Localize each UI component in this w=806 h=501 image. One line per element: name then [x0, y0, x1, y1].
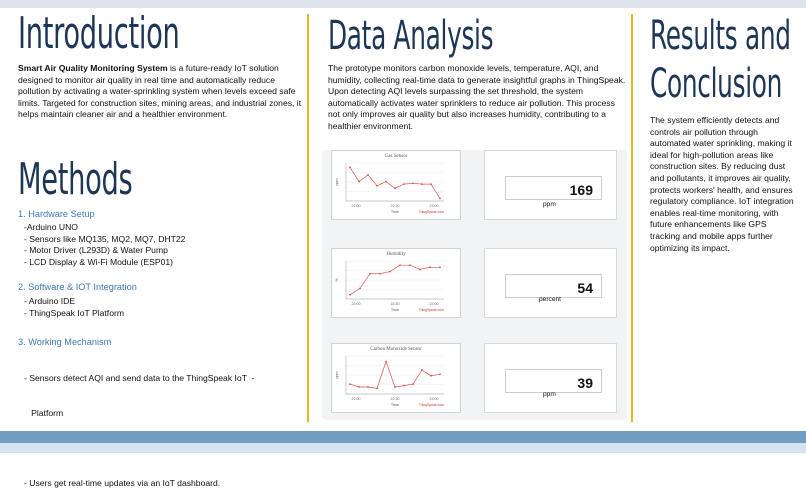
x-tick-label: 23:00: [429, 302, 439, 306]
data-point: [421, 183, 423, 185]
methods-title: Methods: [18, 154, 133, 205]
x-tick-label: 22:00: [351, 204, 361, 208]
humidity-chart: [331, 248, 461, 318]
results-title-line2: Conclusion: [650, 61, 783, 107]
x-tick-label: 22:30: [390, 397, 400, 401]
data-point: [399, 264, 401, 266]
hardware-item: - Motor Driver (L293D) & Water Pump: [24, 245, 168, 256]
data-point: [389, 271, 391, 273]
data-point: [439, 198, 441, 200]
x-tick-label: 22:30: [390, 302, 400, 306]
software-item: - Arduino IDE: [24, 296, 76, 306]
software-item: - ThingSpeak IoT Platform: [24, 307, 124, 318]
series-line: [350, 167, 440, 198]
data-point: [369, 273, 371, 275]
bottom-band: [0, 431, 806, 443]
chart-plot: [332, 249, 460, 317]
co-sensor-chart: [331, 343, 461, 413]
chart-title: Gas Sensor: [384, 154, 408, 159]
data-point: [376, 185, 378, 187]
software-list: [24, 296, 124, 319]
data-point: [421, 369, 423, 371]
intro-body: is a future-ready IoT solution designed to monitor air quality in real time and automatically reduce pollution by activating a water-sprinkling system when levels exceed safe limits. Targeted for construction sites, mining areas, and industrial zones, it helps maintain cleaner air and a healthier environment.: [18, 63, 302, 120]
data-point: [349, 383, 351, 385]
hardware-heading: 1. Hardware Setup: [18, 209, 95, 219]
value-box: [505, 176, 602, 200]
chart-footer: ThingSpeak.com: [418, 210, 444, 214]
top-band: [0, 0, 806, 8]
bottom-band-light: [0, 443, 806, 453]
widget-unit: ppm: [543, 201, 556, 208]
x-tick-label: 22:00: [351, 302, 361, 306]
x-axis-label: Time: [390, 210, 400, 214]
chart-footer: ThingSpeak.com: [418, 308, 444, 312]
intro-title: Introduction: [18, 8, 180, 59]
working-heading: 3. Working Mechanism: [18, 337, 112, 347]
chart-title: Humidity: [386, 252, 406, 257]
widget-value: 54: [577, 280, 593, 296]
working-list: [24, 350, 254, 501]
widget-unit: percent: [539, 296, 561, 303]
chart-plot: [332, 344, 460, 412]
data-point: [358, 386, 360, 388]
co-value-widget: [484, 343, 617, 413]
y-axis-label: ppm: [335, 371, 339, 379]
value-box: [505, 369, 602, 393]
data-point: [412, 383, 414, 385]
divider-left: [307, 14, 309, 422]
x-tick-label: 22:00: [351, 397, 361, 401]
data-point: [409, 264, 411, 266]
data-point: [349, 166, 351, 168]
analysis-title: Data Analysis: [328, 13, 494, 59]
data-point: [439, 266, 441, 268]
data-point: [379, 273, 381, 275]
hardware-list: [24, 222, 185, 268]
results-title: [650, 12, 791, 108]
data-point: [394, 386, 396, 388]
value-box: [505, 274, 602, 298]
data-point: [385, 181, 387, 183]
y-axis-label: %: [335, 278, 339, 282]
data-point: [394, 187, 396, 189]
data-point: [403, 183, 405, 185]
widget-value: 169: [569, 182, 593, 198]
data-point: [358, 181, 360, 183]
data-point: [385, 361, 387, 363]
widget-unit: ppm: [543, 391, 556, 398]
working-item: - Users get real-time updates via an IoT dashboard.: [24, 477, 221, 488]
gas-value-widget: [484, 150, 617, 220]
x-axis-label: Time: [390, 403, 400, 407]
data-point: [430, 375, 432, 377]
results-title-line1: Results and: [650, 13, 791, 59]
chart-plot: [332, 151, 460, 219]
chart-footer: ThingSpeak.com: [418, 403, 444, 407]
hardware-item: - LCD Display & Wi-Fi Module (ESP01): [24, 256, 173, 267]
intro-paragraph: [18, 63, 302, 121]
hardware-item: - Sensors like MQ135, MQ2, MQ7, DHT22: [24, 233, 186, 244]
widget-value: 39: [577, 375, 593, 391]
gas-sensor-chart: [331, 150, 461, 220]
data-point: [430, 183, 432, 185]
data-point: [359, 288, 361, 290]
divider-right: [631, 14, 633, 422]
data-point: [376, 387, 378, 389]
data-point: [403, 385, 405, 387]
x-tick-label: 23:00: [429, 204, 439, 208]
y-axis-label: ppm: [335, 178, 339, 186]
data-point: [439, 373, 441, 375]
results-paragraph: The system efficiently detects and controls air pollution through automated water sprinkling, making it ideal for high-pollution areas like construction sites. By reducing dust and pollutants, it improves air quality, protects workers' health, and ensures regulatory compliance. IoT integration enables real-time monitoring, with future enhancements like GPS tracking and mobile apps further optimizing its impact.: [650, 115, 794, 253]
hardware-item: -Arduino UNO: [24, 222, 78, 232]
x-tick-label: 22:30: [390, 204, 400, 208]
data-point: [412, 182, 414, 184]
working-item: - Sensors detect AQI and send data to the ThingSpeak IoT -: [24, 373, 255, 384]
data-point: [367, 174, 369, 176]
data-point: [367, 386, 369, 388]
intro-bold-lead: Smart Air Quality Monitoring System: [18, 63, 168, 73]
chart-title: Carbon Monoxide Sensor: [370, 347, 422, 352]
data-point: [419, 269, 421, 271]
data-point: [429, 266, 431, 268]
x-tick-label: 23:00: [429, 397, 439, 401]
data-point: [349, 294, 351, 296]
x-axis-label: Time: [390, 308, 400, 312]
working-item: Platform: [24, 407, 64, 418]
software-heading: 2. Software & IOT Integration: [18, 282, 137, 292]
humidity-value-widget: [484, 248, 617, 318]
analysis-paragraph: The prototype monitors carbon monoxide levels, temperature, AQI, and humidity, collecting real-time data to generate insightful graphs in ThingSpeak. Upon detecting AQI levels surpassing the set threshold, the system automatically activates water sprinklers to reduce air pollution. This process not only improves air quality but also increases humidity, contributing to a healthier environment.: [328, 63, 626, 131]
